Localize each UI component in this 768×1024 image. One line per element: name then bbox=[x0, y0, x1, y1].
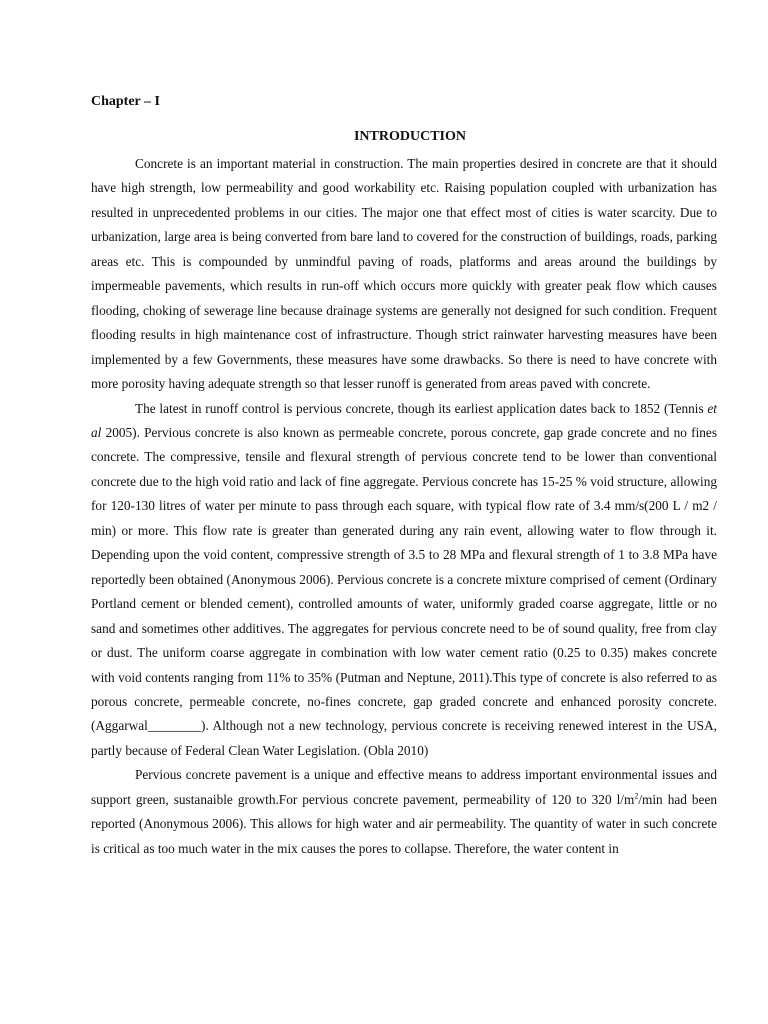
paragraph-2-text-a: The latest in runoff control is pervious concrete, though its earliest application dates back to 1852 (Tennis bbox=[135, 400, 708, 416]
paragraph-3-text-b: /min had been reported (Anonymous 2006). This allows for high water and air permeability. The quantity of water in such concrete is critical as too much water in the mix causes the pores to collapse. Therefore, the water content in bbox=[91, 791, 717, 856]
superscript-2: 2 bbox=[634, 791, 639, 801]
paragraph-1: Concrete is an important material in construction. The main properties desired in concrete are that it should have high strength, low permeability and good workability etc. Raising population coupled with urbanization has resulted in unprecedented problems in our cities. The major one that effect most of cities is water scarcity. Due to urbanization, large area is being converted from bare land to covered for the construction of buildings, roads, parking areas etc. This is compounded by unmindful paving of roads, platforms and areas around the buildings by impermeable pavements, which results in run-off which occurs more quickly with greater peak flow which causes flooding, choking of sewerage line because drainage systems are generally not designed for such condition. Frequent flooding results in high maintenance cost of infrastructure. Though strict rainwater harvesting measures have been implemented by a few Governments, these measures have some drawbacks. So there is need to have concrete with more porosity having adequate strength so that lesser runoff is generated from areas paved with concrete. bbox=[91, 156, 717, 392]
et-al-italic: et al bbox=[91, 400, 717, 440]
chapter-title: Chapter – I bbox=[91, 94, 160, 109]
paragraph-2-text-b: 2005). Pervious concrete is also known as permeable concrete, porous concrete, gap grade concrete and no fines concrete. The compressive, tensile and flexural strength of pervious concrete tend to be lower than conventional concrete due to the high void ratio and lack of fine aggregate. Pervious concrete has 15-25 % void structure, allowing for 120-130 litres of water per minute to pass through each square, with typical flow rate of 3.4 mm/s(200 L / m2 / min) or more. This flow rate is greater than generated during any rain event, allowing water to flow through it. Depending upon the void content, compressive strength of 3.5 to 28 MPa and flexural strength of 1 to 3.8 MPa have reportedly been obtained (Anonymous 2006). Pervious concrete is a concrete mixture comprised of cement (Ordinary Portland cement or blended cement), controlled amounts of water, uniformly graded coarse aggregate, little or no sand and sometimes other additives. The aggregates for pervious concrete need to be of sound quality, free from clay or dust. The uniform coarse aggregate in combination with low water cement ratio (0.25 to 0.35) makes concrete with void contents ranging from 11% to 35% (Putman and Neptune, 2011).This type of concrete is also referred to as porous concrete, permeable concrete, no-fines concrete, gap graded concrete and enhanced porosity concrete. (Aggarwal________). Although not a new technology, pervious concrete is receiving renewed interest in the USA, partly because of Federal Clean Water Legislation. (Obla 2010) bbox=[91, 424, 717, 758]
document-page bbox=[91, 92, 717, 861]
section-heading: INTRODUCTION bbox=[353, 129, 466, 144]
paragraph-3-text-a: Pervious concrete pavement is a unique and effective means to address important environmental issues and support green, sustanaible growth.For pervious concrete pavement, permeability of 120 to 320 l/m bbox=[91, 767, 717, 807]
paragraph-2 bbox=[91, 397, 717, 764]
paragraph-3 bbox=[91, 763, 717, 861]
